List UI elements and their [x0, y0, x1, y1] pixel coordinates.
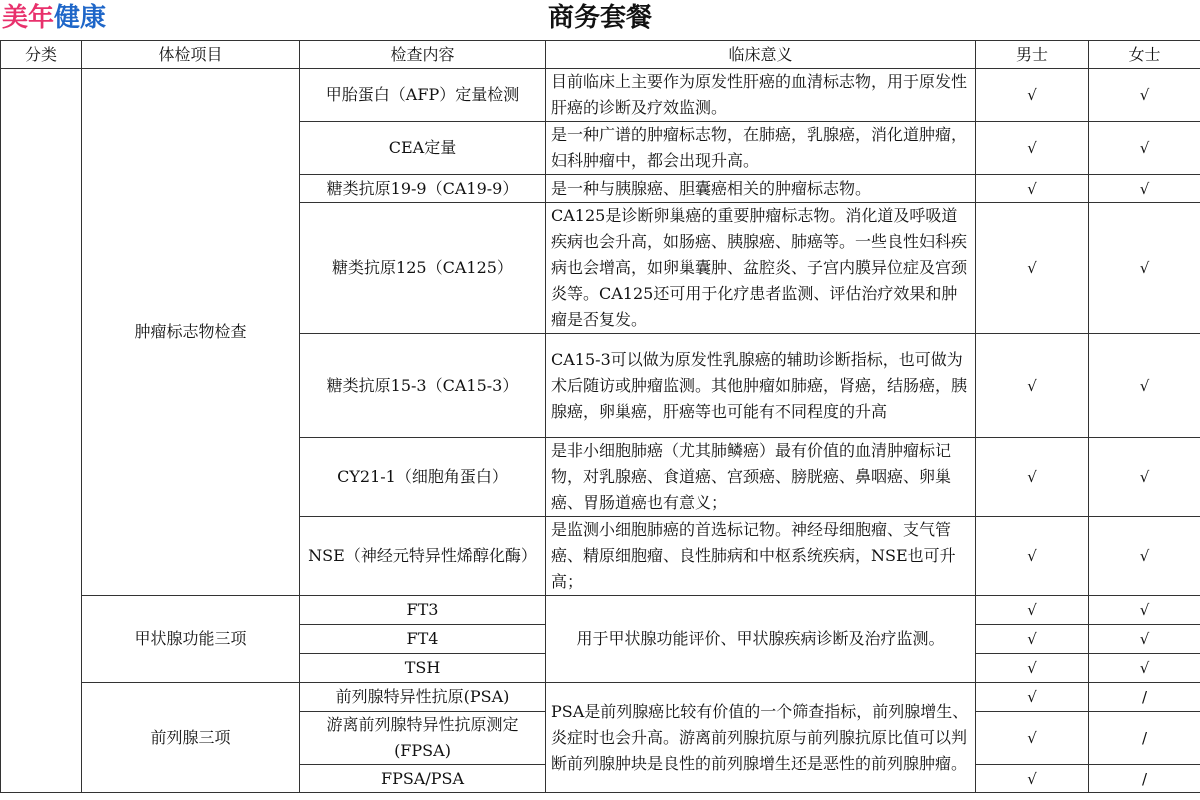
- header-item: 体检项目: [82, 41, 300, 69]
- row-item: 糖类抗原125（CA125）: [300, 203, 546, 334]
- row-male-mark: √: [976, 596, 1089, 625]
- row-item: CY21-1（细胞角蛋白）: [300, 438, 546, 517]
- row-male-mark: √: [976, 122, 1089, 175]
- row-item: 游离前列腺特异性抗原测定(FPSA): [300, 712, 546, 765]
- table-row: [1, 69, 1200, 122]
- row-meaning: CA15-3可以做为原发性乳腺癌的辅助诊断指标，也可做为术后随访或肿瘤监测。其他肿瘤如肺癌，肾癌，结肠癌，胰腺癌，卵巢癌，肝癌等也可能有不同程度的升高: [546, 334, 976, 438]
- row-male-mark: √: [976, 175, 1089, 203]
- row-female-mark: √: [1089, 596, 1200, 625]
- logo-part-1: 美年: [2, 3, 55, 33]
- row-male-mark: √: [976, 438, 1089, 517]
- header-meaning: 临床意义: [546, 41, 976, 69]
- row-male-mark: √: [976, 765, 1089, 793]
- category-cell: [1, 69, 82, 793]
- row-female-mark: √: [1089, 122, 1200, 175]
- row-item: 糖类抗原15-3（CA15-3）: [300, 334, 546, 438]
- row-male-mark: √: [976, 625, 1089, 654]
- header-category: 分类: [1, 41, 82, 69]
- row-item: NSE（神经元特异性烯醇化酶）: [300, 517, 546, 596]
- row-meaning: CA125是诊断卵巢癌的重要肿瘤标志物。消化道及呼吸道疾病也会升高，如肠癌、胰腺癌、肺癌等。一些良性妇科疾病也会增高，如卵巢囊肿、盆腔炎、子宫内膜异位症及宫颈炎等。CA125还可用于化疗患者监测、评估治疗效果和肿瘤是否复发。: [546, 203, 976, 334]
- row-female-mark: √: [1089, 625, 1200, 654]
- row-female-mark: /: [1089, 683, 1200, 712]
- row-item: FPSA/PSA: [300, 765, 546, 793]
- row-male-mark: √: [976, 203, 1089, 334]
- row-male-mark: √: [976, 654, 1089, 683]
- row-male-mark: √: [976, 334, 1089, 438]
- row-meaning: 是一种广谱的肿瘤标志物，在肺癌，乳腺癌，消化道肿瘤，妇科肿瘤中，都会出现升高。: [546, 122, 976, 175]
- row-item: CEA定量: [300, 122, 546, 175]
- header-female: 女士: [1089, 41, 1200, 69]
- table-row: [1, 596, 1200, 625]
- row-meaning: 目前临床上主要作为原发性肝癌的血清标志物，用于原发性肝癌的诊断及疗效监测。: [546, 69, 976, 122]
- row-female-mark: /: [1089, 765, 1200, 793]
- row-item: FT3: [300, 596, 546, 625]
- logo-part-2: 健康: [54, 3, 107, 33]
- row-meaning: 是非小细胞肺癌（尤其肺鳞癌）最有价值的血清肿瘤标记物，对乳腺癌、食道癌、宫颈癌、膀胱癌、鼻咽癌、卵巢癌、胃肠道癌也有意义；: [546, 438, 976, 517]
- row-female-mark: /: [1089, 712, 1200, 765]
- row-meaning: 是监测小细胞肺癌的首选标记物。神经母细胞瘤、支气管癌、精原细胞瘤、良性肺病和中枢系统疾病，NSE也可升高；: [546, 517, 976, 596]
- group-tumor-markers: 肿瘤标志物检查: [82, 69, 300, 596]
- row-female-mark: √: [1089, 438, 1200, 517]
- package-table: [0, 40, 1200, 793]
- row-female-mark: √: [1089, 175, 1200, 203]
- thyroid-meaning: 用于甲状腺功能评价、甲状腺疾病诊断及治疗监测。: [546, 596, 976, 683]
- row-item: TSH: [300, 654, 546, 683]
- row-female-mark: √: [1089, 203, 1200, 334]
- row-meaning: 是一种与胰腺癌、胆囊癌相关的肿瘤标志物。: [546, 175, 976, 203]
- group-prostate: 前列腺三项: [82, 683, 300, 793]
- row-male-mark: √: [976, 69, 1089, 122]
- table-header-row: [1, 41, 1200, 69]
- row-item: 前列腺特异性抗原(PSA): [300, 683, 546, 712]
- row-item: FT4: [300, 625, 546, 654]
- header-content: 检查内容: [300, 41, 546, 69]
- prostate-meaning: PSA是前列腺癌比较有价值的一个筛查指标，前列腺增生、炎症时也会升高。游离前列腺抗原与前列腺抗原比值可以判断前列腺肿块是良性的前列腺增生还是恶性的前列腺肿瘤。: [546, 683, 976, 793]
- row-male-mark: √: [976, 712, 1089, 765]
- table-row: [1, 683, 1200, 712]
- group-thyroid: 甲状腺功能三项: [82, 596, 300, 683]
- row-male-mark: √: [976, 517, 1089, 596]
- row-male-mark: √: [976, 683, 1089, 712]
- page-title: 商务套餐: [547, 3, 652, 33]
- row-item: 甲胎蛋白（AFP）定量检测: [300, 69, 546, 122]
- row-item: 糖类抗原19-9（CA19-9）: [300, 175, 546, 203]
- row-female-mark: √: [1089, 334, 1200, 438]
- row-female-mark: √: [1089, 69, 1200, 122]
- row-female-mark: √: [1089, 517, 1200, 596]
- header-male: 男士: [976, 41, 1089, 69]
- row-female-mark: √: [1089, 654, 1200, 683]
